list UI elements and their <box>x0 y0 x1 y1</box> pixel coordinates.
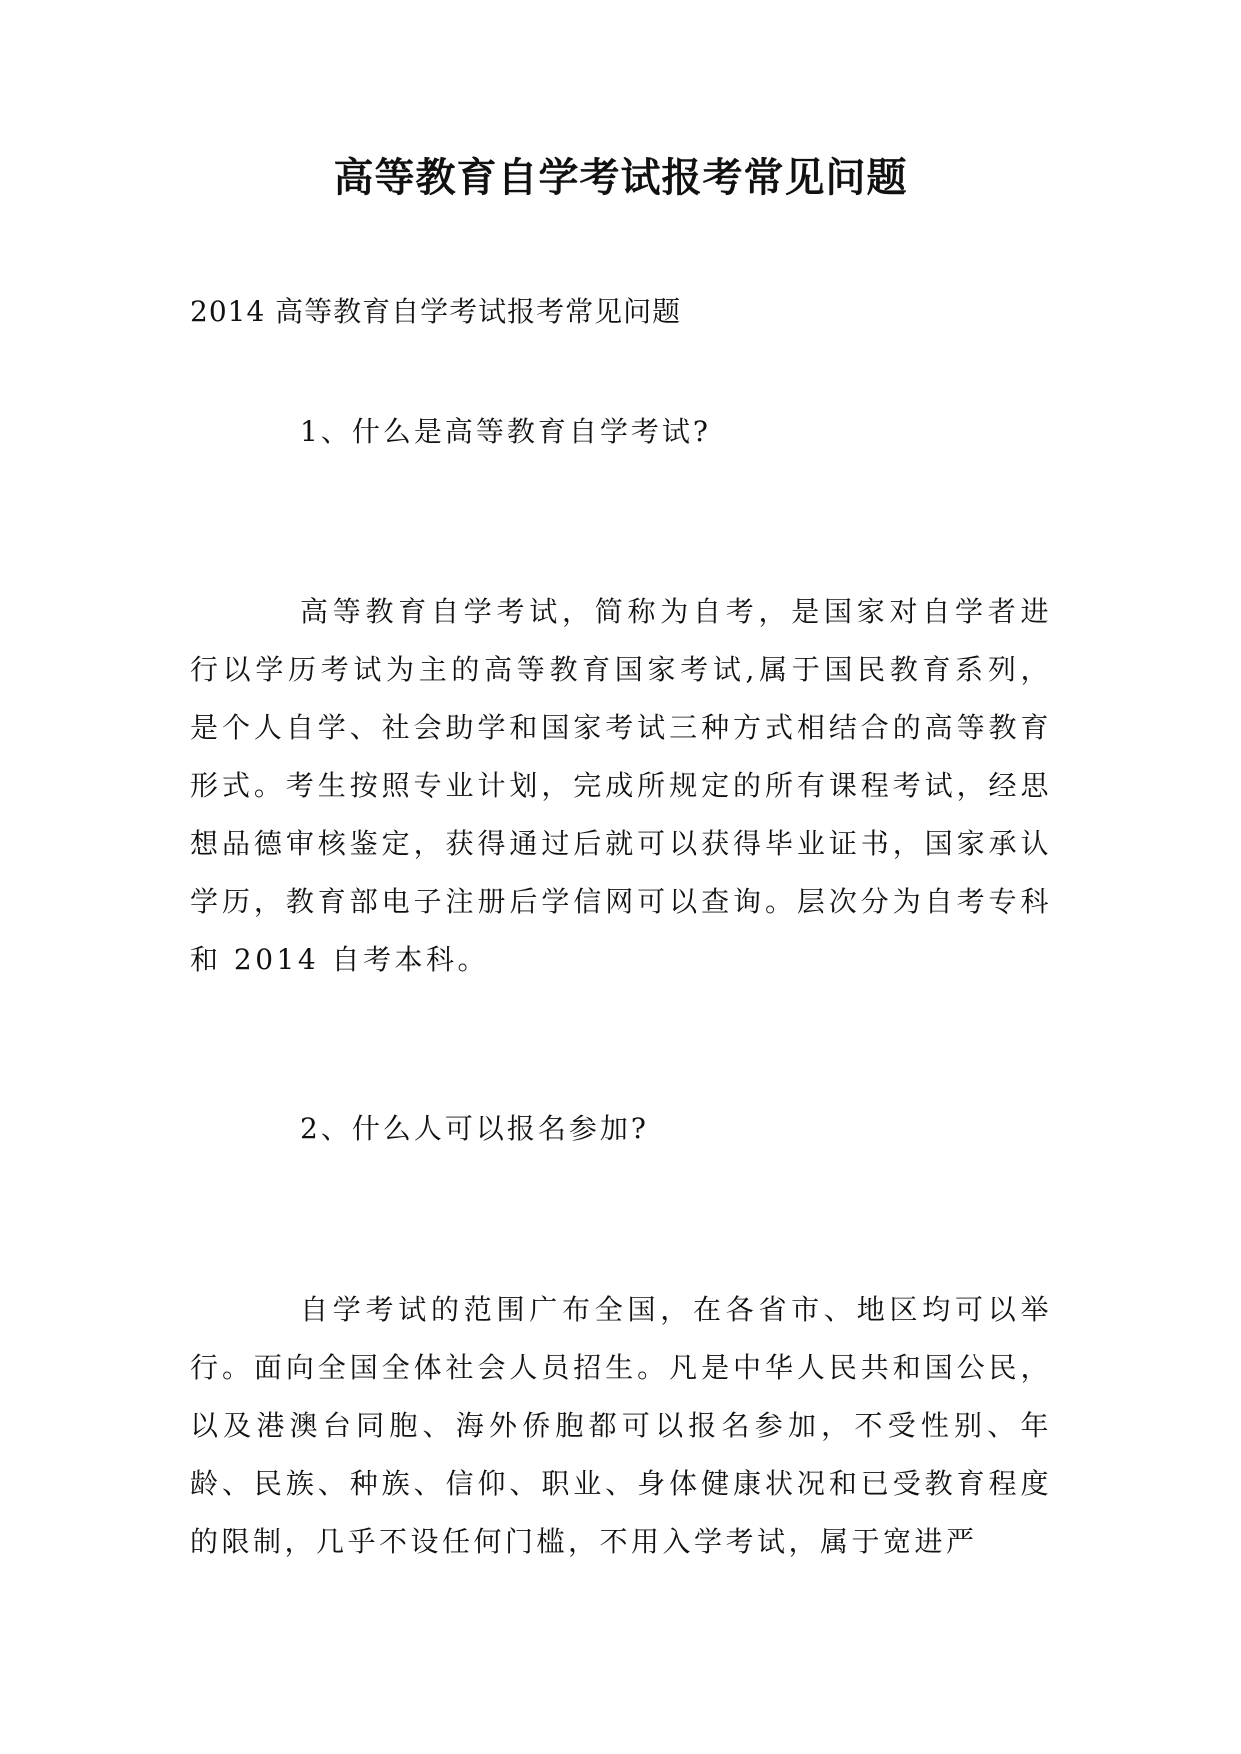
document-subtitle: 2014 高等教育自学考试报考常见问题 <box>190 295 682 328</box>
answer-2: 自学考试的范围广布全国，在各省市、地区均可以举行。面向全国全体社会人员招生。凡是中华人民共和国公民，以及港澳台同胞、海外侨胞都可以报名参加，不受性别、年龄、民族、种族、信仰、职业、身体健康状况和已受教育程度的限制，几乎不设任何门槛，不用入学考试，属于宽进严 <box>190 1293 1052 1558</box>
answer-1: 高等教育自学考试，简称为自考，是国家对自学者进行以学历考试为主的高等教育国家考试,属于国民教育系列，是个人自学、社会助学和国家考试三种方式相结合的高等教育形式。考生按照专业计划，完成所规定的所有课程考试，经思想品德审核鉴定，获得通过后就可以获得毕业证书，国家承认学历，教育部电子注册后学信网可以查询。层次分为自考专科和 2014 自考本科。 <box>190 595 1052 976</box>
question-1: 1、什么是高等教育自学考试? <box>300 415 711 448</box>
question-2: 2、什么人可以报名参加? <box>300 1112 649 1145</box>
document-title: 高等教育自学考试报考常见问题 <box>333 154 908 201</box>
